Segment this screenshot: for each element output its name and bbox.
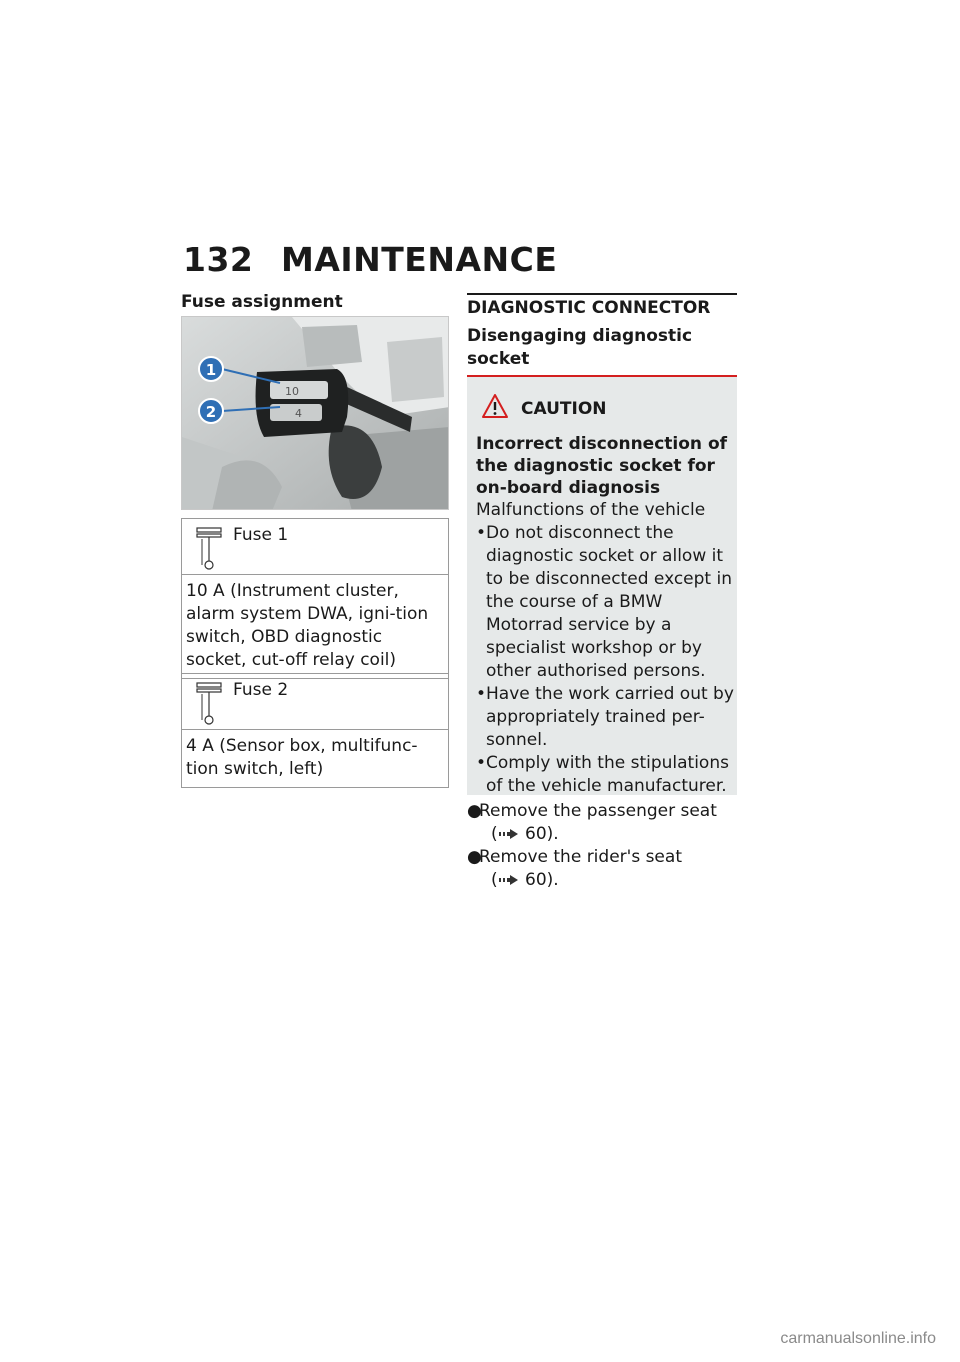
caution-body xyxy=(476,499,734,798)
page-reference-number: 60). xyxy=(525,870,559,890)
watermark: carmanualsonline.info xyxy=(780,1330,936,1347)
arrow-right-icon xyxy=(498,874,520,886)
fuse-1-header xyxy=(182,519,448,575)
callout-1: 1 xyxy=(205,361,217,379)
caution-bullet: • Do not disconnect the diagnostic socket or allow it to be disconnected except in the course of a BMW Motorrad service by a specialist workshop or by other authorised persons. xyxy=(476,523,733,681)
callout-2: 2 xyxy=(205,403,217,421)
diagnostic-connector-title: DIAGNOSTIC CONNECTOR xyxy=(467,298,711,318)
caution-bullet-text: Do not disconnect the diagnostic socket or allow it to be disconnected except in the course of a BMW Motorrad service by a specialist workshop or by other authorised persons. xyxy=(486,523,733,681)
disengaging-subtitle: Disengaging diagnostic socket xyxy=(467,326,693,369)
arrow-right-icon xyxy=(498,828,520,840)
fuse-2-header xyxy=(182,674,448,730)
fuse-assignment-title: Fuse assignment xyxy=(181,292,343,312)
fuse-1-description: 10 A (Instrument cluster, alarm system DWA, igni-tion switch, OBD diagnostic socket, cut-off relay coil) xyxy=(186,581,429,670)
fuse-2-description: 4 A (Sensor box, multifunc-tion switch, left) xyxy=(186,736,418,779)
page-number: 132 xyxy=(183,240,254,279)
fuse-1-box xyxy=(181,518,449,679)
fuse-icon xyxy=(196,682,222,726)
step-text: Remove the passenger seat xyxy=(479,801,717,821)
page-reference[interactable]: ( 60). xyxy=(491,824,559,844)
fuse-box-photo xyxy=(181,316,449,510)
fuse-1-label: Fuse 1 xyxy=(233,525,289,545)
fuse-2-box xyxy=(181,673,449,788)
page-reference[interactable]: ( 60). xyxy=(491,870,559,890)
caution-bullet-text: Have the work carried out by appropriately trained per-sonnel. xyxy=(486,684,734,750)
fuse-1-value: 10 xyxy=(285,385,299,398)
section-title: MAINTENANCE xyxy=(281,240,558,279)
procedure-steps xyxy=(467,800,737,892)
caution-bullet: • Have the work carried out by appropriately trained per-sonnel. xyxy=(476,684,734,750)
caution-bullet-text: Comply with the stipulations of the vehicle manufacturer. xyxy=(486,753,729,796)
caution-bullet: • Comply with the stipulations of the vehicle manufacturer. xyxy=(476,753,729,796)
step-item: ● Remove the rider's seat ( 60). xyxy=(467,846,737,892)
caution-intro: Malfunctions of the vehicle xyxy=(476,500,706,520)
page-reference-number: 60). xyxy=(525,824,559,844)
page-header xyxy=(183,240,557,279)
caution-label: CAUTION xyxy=(521,399,607,419)
section-rule xyxy=(467,293,737,295)
step-text: Remove the rider's seat xyxy=(479,847,682,867)
fuse-icon xyxy=(196,527,222,571)
step-item: ● Remove the passenger seat ( 60). xyxy=(467,800,737,846)
warning-triangle-icon xyxy=(481,393,509,419)
fuse-2-value: 4 xyxy=(295,407,302,420)
fuse-2-label: Fuse 2 xyxy=(233,680,289,700)
caution-heading: Incorrect disconnection of the diagnostic socket for on-board diagnosis xyxy=(476,434,728,498)
